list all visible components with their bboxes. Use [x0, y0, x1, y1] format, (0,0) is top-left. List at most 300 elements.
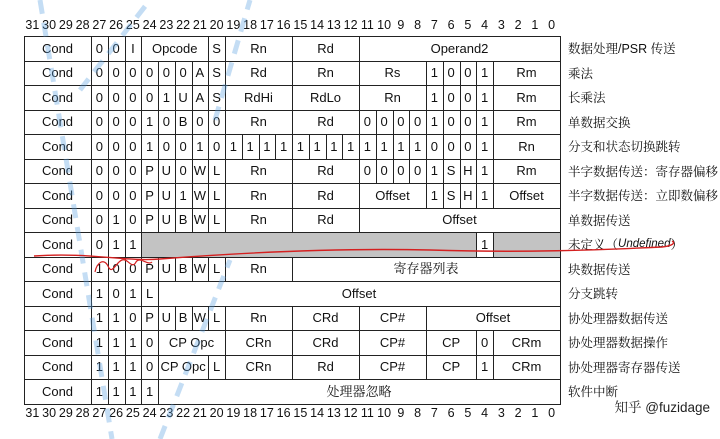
field-divider — [158, 85, 159, 110]
field-cell: B — [178, 212, 188, 228]
field-cell: 1 — [481, 114, 489, 130]
field-divider — [175, 306, 176, 331]
field-cell: W — [193, 261, 207, 277]
field-cell: 0 — [380, 114, 388, 130]
bit-number-bottom: 30 — [42, 406, 57, 420]
table-border — [560, 36, 561, 405]
field-cell: 0 — [213, 138, 221, 154]
field-cell: 0 — [95, 89, 103, 105]
field-divider — [292, 330, 293, 355]
field-divider — [141, 85, 142, 110]
bit-number-bottom: 17 — [259, 406, 274, 420]
field-divider — [141, 281, 142, 306]
field-divider — [141, 232, 142, 257]
bit-number-bottom: 0 — [548, 406, 556, 420]
field-divider — [208, 61, 209, 86]
field-cell: B — [178, 114, 188, 130]
field-cell: 0 — [179, 138, 187, 154]
field-cell: Rd — [317, 187, 334, 203]
field-divider — [342, 134, 343, 159]
field-cell: 0 — [447, 114, 455, 130]
field-cell: Rn — [384, 89, 401, 105]
field-cell: 1 — [146, 383, 154, 399]
bit-number-top: 28 — [75, 18, 90, 32]
bit-number-bottom: 27 — [92, 406, 107, 420]
field-cell: 0 — [95, 138, 103, 154]
field-divider — [426, 61, 427, 86]
field-cell: Cond — [41, 359, 74, 375]
field-divider — [292, 110, 293, 135]
field-divider — [91, 281, 92, 306]
field-cell: 1 — [129, 236, 137, 252]
field-divider — [91, 232, 92, 257]
field-divider — [192, 183, 193, 208]
field-divider — [426, 110, 427, 135]
field-cell: 0 — [112, 65, 120, 81]
field-divider — [125, 330, 126, 355]
field-divider — [359, 61, 360, 86]
field-cell: 处理器忽略 — [326, 383, 392, 399]
bit-number-bottom: 7 — [430, 406, 438, 420]
row-label: 块数据传送 — [568, 262, 631, 277]
field-cell: Offset — [442, 212, 477, 228]
field-cell: CP# — [379, 359, 406, 375]
field-cell: 0 — [414, 163, 422, 179]
bit-number-top: 18 — [243, 18, 258, 32]
field-cell: 1 — [481, 138, 489, 154]
field-divider — [141, 330, 142, 355]
field-divider — [426, 330, 427, 355]
field-cell: 0 — [112, 261, 120, 277]
bit-number-bottom: 1 — [531, 406, 539, 420]
bit-number-bottom: 25 — [125, 406, 140, 420]
field-divider — [91, 355, 92, 380]
field-divider — [125, 134, 126, 159]
field-divider — [175, 134, 176, 159]
field-cell: 0 — [213, 114, 221, 130]
field-cell: 1 — [481, 236, 489, 252]
field-cell: Cond — [41, 212, 74, 228]
bit-number-top: 13 — [326, 18, 341, 32]
field-cell: 0 — [129, 163, 137, 179]
bit-number-top: 0 — [548, 18, 556, 32]
field-divider — [476, 110, 477, 135]
row-label: 数据处理/PSR 传送 — [568, 42, 676, 57]
row-label: 软件中断 — [568, 385, 619, 400]
field-divider — [359, 183, 360, 208]
field-cell: 1 — [129, 383, 137, 399]
field-cell: Cond — [41, 138, 74, 154]
field-divider — [225, 85, 226, 110]
field-cell: 1 — [363, 138, 371, 154]
field-divider — [158, 208, 159, 233]
field-divider — [175, 110, 176, 135]
paren-open: （ — [605, 238, 619, 253]
field-divider — [292, 257, 293, 282]
field-cell: Rd — [317, 114, 334, 130]
field-cell: CP# — [379, 334, 406, 350]
field-cell: 1 — [430, 65, 438, 81]
field-cell: U — [178, 89, 188, 105]
field-cell: 0 — [414, 114, 422, 130]
bit-number-top: 3 — [497, 18, 505, 32]
field-cell: CP Opc — [160, 359, 206, 375]
field-cell: 0 — [380, 163, 388, 179]
field-cell: 1 — [263, 138, 271, 154]
field-divider — [376, 134, 377, 159]
field-divider — [208, 134, 209, 159]
field-cell: 1 — [146, 114, 154, 130]
field-divider — [259, 134, 260, 159]
field-cell: 1 — [112, 212, 120, 228]
field-divider — [393, 110, 394, 135]
field-divider — [443, 159, 444, 184]
field-divider — [158, 330, 159, 355]
row-label: 半字数据传送：立即数偏移 — [568, 189, 719, 204]
field-divider — [91, 208, 92, 233]
field-cell: 1 — [481, 163, 489, 179]
field-cell: U — [161, 187, 172, 203]
field-divider — [125, 257, 126, 282]
bit-number-bottom: 11 — [360, 406, 374, 420]
bit-number-top: 2 — [514, 18, 522, 32]
field-divider — [108, 110, 109, 135]
bit-number-bottom: 15 — [293, 406, 308, 420]
field-cell: Rn — [250, 163, 267, 179]
field-divider — [125, 110, 126, 135]
field-cell: 0 — [129, 212, 137, 228]
bit-number-bottom: 29 — [58, 406, 73, 420]
field-divider — [208, 159, 209, 184]
field-divider — [141, 306, 142, 331]
field-cell: 0 — [397, 163, 405, 179]
bit-number-bottom: 24 — [142, 406, 157, 420]
field-cell: CRm — [511, 359, 542, 375]
field-divider — [91, 36, 92, 61]
field-cell: 0 — [112, 285, 120, 301]
field-divider — [359, 110, 360, 135]
field-divider — [91, 85, 92, 110]
field-divider — [476, 330, 477, 355]
field-cell: Cond — [41, 89, 74, 105]
bit-number-top: 20 — [209, 18, 224, 32]
field-divider — [292, 134, 293, 159]
field-cell: 1 — [481, 89, 489, 105]
field-divider — [91, 183, 92, 208]
field-divider — [359, 134, 360, 159]
field-divider — [158, 306, 159, 331]
field-divider — [175, 85, 176, 110]
field-cell: 1 — [430, 89, 438, 105]
field-cell: 0 — [95, 163, 103, 179]
field-cell: Rn — [317, 65, 334, 81]
field-cell: 0 — [95, 65, 103, 81]
field-divider — [476, 355, 477, 380]
field-cell: Rn — [518, 138, 535, 154]
field-cell: 0 — [481, 334, 489, 350]
field-divider — [359, 330, 360, 355]
field-divider — [108, 355, 109, 380]
field-cell: Rd — [250, 65, 267, 81]
field-divider — [426, 159, 427, 184]
field-divider — [141, 61, 142, 86]
bit-number-top: 11 — [360, 18, 374, 32]
field-cell: 0 — [112, 40, 120, 56]
row-label — [568, 232, 683, 257]
field-divider — [426, 85, 427, 110]
bit-number-bottom: 13 — [326, 406, 341, 420]
field-cell: Cond — [41, 310, 74, 326]
field-divider — [108, 208, 109, 233]
field-cell: 1 — [229, 138, 237, 154]
field-cell: 1 — [112, 236, 120, 252]
field-divider — [158, 159, 159, 184]
field-divider — [141, 134, 142, 159]
field-divider — [192, 61, 193, 86]
field-cell: 1 — [162, 89, 170, 105]
bit-number-top: 26 — [109, 18, 124, 32]
field-cell: 0 — [129, 114, 137, 130]
field-cell: 0 — [129, 261, 137, 277]
field-cell: 1 — [95, 359, 103, 375]
field-divider — [91, 61, 92, 86]
field-divider — [443, 61, 444, 86]
field-divider — [225, 183, 226, 208]
field-divider — [225, 61, 226, 86]
field-divider — [493, 183, 494, 208]
field-cell: U — [161, 261, 172, 277]
field-divider — [326, 134, 327, 159]
bit-number-bottom: 16 — [276, 406, 291, 420]
field-divider — [225, 330, 226, 355]
field-cell: I — [131, 40, 135, 56]
field-divider — [192, 306, 193, 331]
field-divider — [141, 257, 142, 282]
field-cell: 1 — [95, 334, 103, 350]
field-cell: 0 — [95, 40, 103, 56]
field-divider — [158, 281, 159, 306]
row-label: 分支和状态切换跳转 — [568, 140, 681, 155]
field-cell: 1 — [347, 138, 355, 154]
field-divider — [443, 134, 444, 159]
bit-number-bottom: 20 — [209, 406, 224, 420]
field-divider — [91, 110, 92, 135]
field-cell: 0 — [162, 65, 170, 81]
field-cell: 1 — [196, 138, 204, 154]
row-label-cn: 未定义 — [568, 238, 606, 253]
field-divider — [409, 110, 410, 135]
field-divider — [225, 208, 226, 233]
field-cell: 0 — [129, 310, 137, 326]
field-cell: 1 — [112, 334, 120, 350]
field-divider — [208, 110, 209, 135]
field-divider — [359, 36, 360, 61]
field-cell: CRd — [312, 310, 339, 326]
field-cell: Rd — [317, 212, 334, 228]
field-divider — [376, 110, 377, 135]
row-label: 协处理器寄存器传送 — [568, 360, 681, 375]
bit-number-bottom: 18 — [243, 406, 258, 420]
field-divider — [91, 306, 92, 331]
field-divider — [292, 159, 293, 184]
field-cell: 0 — [95, 187, 103, 203]
field-cell: 1 — [112, 310, 120, 326]
field-divider — [493, 159, 494, 184]
field-cell: L — [213, 187, 221, 203]
field-cell: P — [145, 163, 154, 179]
field-divider — [225, 355, 226, 380]
bit-number-top: 5 — [464, 18, 472, 32]
field-cell: B — [178, 310, 188, 326]
bit-number-bottom: 8 — [414, 406, 422, 420]
field-cell: 0 — [447, 89, 455, 105]
field-cell: A — [195, 89, 205, 105]
field-cell: U — [161, 310, 172, 326]
field-cell: RdHi — [244, 89, 273, 105]
field-cell: 1 — [430, 187, 438, 203]
bit-number-bottom: 19 — [226, 406, 241, 420]
field-cell: 0 — [129, 65, 137, 81]
field-cell: 0 — [95, 212, 103, 228]
field-divider — [493, 110, 494, 135]
row-label: 分支跳转 — [568, 287, 619, 302]
field-divider — [125, 36, 126, 61]
field-cell: 0 — [447, 65, 455, 81]
field-divider — [108, 232, 109, 257]
field-cell: 0 — [112, 89, 120, 105]
bit-number-top: 25 — [125, 18, 140, 32]
bit-number-bottom: 12 — [343, 406, 358, 420]
field-divider — [125, 85, 126, 110]
field-cell: A — [195, 65, 205, 81]
field-cell: Rs — [384, 65, 401, 81]
field-cell: Rm — [516, 163, 537, 179]
field-divider — [292, 355, 293, 380]
bit-number-bottom: 10 — [377, 406, 392, 420]
field-divider — [393, 134, 394, 159]
field-cell: 1 — [95, 383, 103, 399]
field-cell: 1 — [414, 138, 422, 154]
field-divider — [443, 110, 444, 135]
field-divider — [460, 183, 461, 208]
field-divider — [141, 110, 142, 135]
bit-number-top: 15 — [293, 18, 308, 32]
field-cell: 0 — [146, 334, 154, 350]
field-divider — [443, 85, 444, 110]
field-cell: Cond — [41, 40, 74, 56]
field-divider — [141, 159, 142, 184]
field-cell: 0 — [464, 138, 472, 154]
field-divider — [91, 159, 92, 184]
field-cell: 0 — [95, 114, 103, 130]
field-cell: 0 — [363, 114, 371, 130]
field-divider — [292, 36, 293, 61]
field-divider — [208, 36, 209, 61]
field-divider — [125, 232, 126, 257]
field-cell: 0 — [464, 114, 472, 130]
field-divider — [108, 85, 109, 110]
row-label: 单数据交换 — [568, 115, 631, 130]
field-cell: Rn — [250, 114, 267, 130]
field-divider — [426, 355, 427, 380]
field-divider — [108, 183, 109, 208]
field-cell: 0 — [129, 89, 137, 105]
field-divider — [292, 306, 293, 331]
bit-number-bottom: 9 — [397, 406, 405, 420]
field-cell: Rd — [317, 40, 334, 56]
field-cell: 0 — [162, 114, 170, 130]
field-cell: Offset — [475, 310, 511, 326]
field-divider — [158, 355, 159, 380]
field-cell: Rm — [516, 65, 537, 81]
field-divider — [292, 183, 293, 208]
field-cell: L — [146, 285, 154, 301]
bit-number-top: 4 — [481, 18, 489, 32]
field-cell: W — [193, 212, 207, 228]
field-cell: 1 — [112, 359, 120, 375]
field-cell: Rd — [317, 359, 334, 375]
field-cell: 0 — [363, 163, 371, 179]
field-divider — [158, 61, 159, 86]
field-cell: Cond — [41, 65, 74, 81]
field-divider — [108, 379, 109, 404]
bit-number-top: 6 — [447, 18, 455, 32]
field-cell: 1 — [313, 138, 321, 154]
bit-number-top: 30 — [42, 18, 57, 32]
field-divider — [192, 257, 193, 282]
watermark-text: 知乎 @fuzidage — [614, 400, 710, 415]
field-cell: 0 — [464, 65, 472, 81]
bit-number-top: 8 — [414, 18, 422, 32]
bit-number-top: 29 — [58, 18, 73, 32]
field-divider — [493, 134, 494, 159]
field-divider — [493, 232, 494, 257]
field-divider — [91, 257, 92, 282]
field-cell — [493, 232, 560, 257]
field-cell: 1 — [481, 359, 489, 375]
bit-number-top: 23 — [159, 18, 174, 32]
field-cell: 1 — [330, 138, 338, 154]
field-cell: RdLo — [309, 89, 342, 105]
field-divider — [125, 208, 126, 233]
field-cell: 1 — [246, 138, 254, 154]
row-label-en: Undefined — [618, 238, 671, 251]
field-divider — [175, 183, 176, 208]
field-divider — [91, 379, 92, 404]
field-cell — [141, 232, 476, 257]
field-divider — [125, 159, 126, 184]
field-cell: 0 — [146, 89, 154, 105]
bit-number-bottom: 21 — [192, 406, 207, 420]
field-cell: 0 — [162, 138, 170, 154]
field-divider — [493, 61, 494, 86]
field-cell: CRd — [312, 334, 339, 350]
field-divider — [443, 183, 444, 208]
field-divider — [108, 306, 109, 331]
field-divider — [376, 159, 377, 184]
row-label: 协处理器数据操作 — [568, 336, 669, 351]
field-cell: CP — [442, 334, 461, 350]
field-cell: 1 — [129, 334, 137, 350]
field-cell: 1 — [430, 163, 438, 179]
field-divider — [158, 110, 159, 135]
field-divider — [125, 379, 126, 404]
field-cell: 1 — [397, 138, 405, 154]
field-cell: CP Opc — [168, 334, 215, 350]
field-cell: Cond — [41, 163, 74, 179]
field-divider — [141, 183, 142, 208]
field-cell: P — [145, 187, 154, 203]
